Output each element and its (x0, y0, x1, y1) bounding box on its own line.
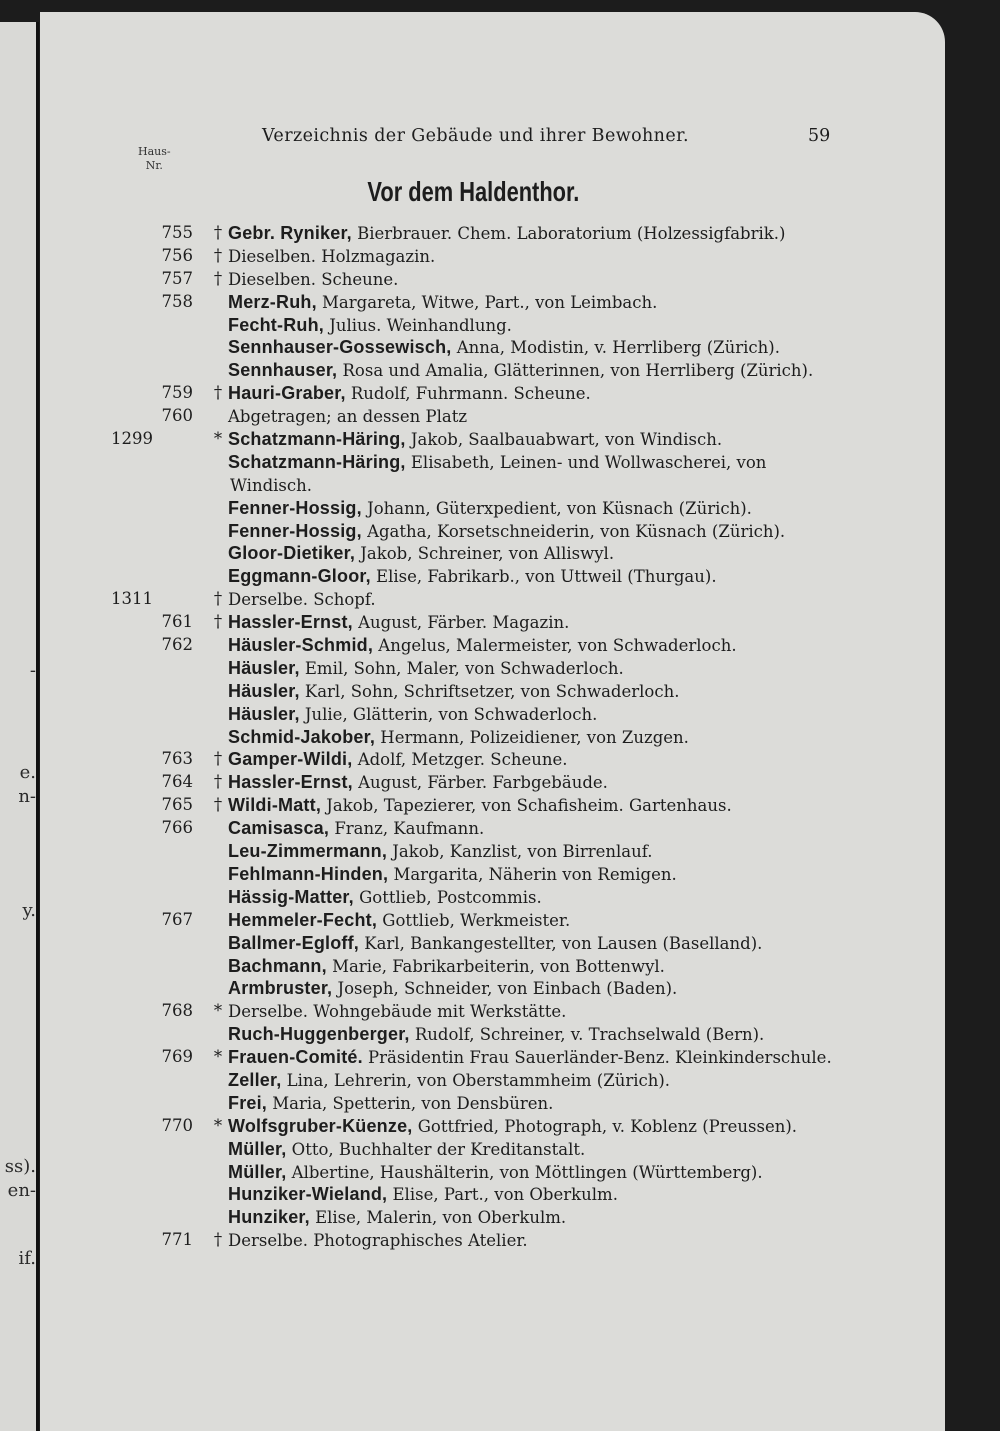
resident-details: Jakob, Saalbauabwart, von Windisch. (405, 430, 723, 450)
house-number: 767 (161, 909, 193, 929)
house-number: 770 (161, 1115, 193, 1135)
list-item (40, 588, 945, 611)
entry-text (228, 748, 567, 772)
resident-name: Schatzmann-Häring, (228, 451, 406, 472)
resident-details: Windisch. (230, 475, 312, 495)
list-item (40, 565, 945, 588)
resident-details: Margarita, Näherin von Remigen. (388, 864, 677, 884)
list-item (40, 268, 945, 291)
entry-marker: † (213, 383, 223, 403)
resident-name: Frauen-Comité. (228, 1047, 363, 1068)
entry-marker: † (213, 749, 223, 769)
resident-details: August, Färber. Farbgebäude. (352, 773, 608, 793)
resident-name: Schatzmann-Häring, (228, 429, 406, 450)
entry-text (228, 680, 679, 704)
list-item (40, 634, 945, 657)
resident-details: Jakob, Tapezierer, von Schafisheim. Gartenhaus. (321, 796, 732, 816)
resident-name: Wolfsgruber-Küenze, (228, 1115, 413, 1136)
resident-name: Ruch-Huggenberger, (228, 1024, 410, 1045)
house-number: 763 (161, 749, 193, 769)
entry-text (228, 932, 762, 956)
resident-details: Abgetragen; an dessen Platz (228, 407, 468, 427)
resident-details: Franz, Kaufmann. (329, 819, 485, 839)
margin-fragment: n- (18, 786, 36, 807)
list-item (40, 1092, 945, 1115)
list-item (40, 840, 945, 863)
list-item (40, 382, 945, 405)
resident-details: Bierbrauer. Chem. Laboratorium (Holzessigfabrik.) (351, 224, 786, 243)
resident-details: Dieselben. Scheune. (228, 269, 399, 289)
list-item (40, 611, 945, 634)
entry-text (228, 245, 435, 269)
entry-text (228, 314, 512, 338)
resident-details: Rudolf, Schreiner, v. Trachselwald (Bern). (409, 1025, 765, 1045)
running-title: Verzeichnis der Gebäude und ihrer Bewohner. (262, 126, 689, 146)
list-item (40, 336, 945, 359)
resident-name: Ballmer-Egloff, (228, 932, 360, 953)
entry-text (228, 1138, 585, 1162)
entry-text (228, 1000, 566, 1024)
resident-name: Gloor-Dietiker, (228, 543, 356, 564)
entry-text (228, 634, 737, 658)
resident-name: Fenner-Hossig, (228, 520, 362, 541)
resident-name: Frei, (228, 1092, 268, 1113)
resident-details: Anna, Modistin, v. Herrliberg (Zürich). (451, 338, 780, 358)
entry-text (228, 1115, 797, 1139)
list-item (40, 1229, 945, 1252)
house-number: 760 (161, 406, 193, 426)
entry-text (228, 657, 624, 681)
list-item (40, 1000, 945, 1023)
margin-fragment: ss). (4, 1156, 36, 1177)
list-item (40, 955, 945, 978)
entry-text (228, 222, 785, 246)
entry-text (228, 909, 570, 933)
entry-marker: † (213, 1230, 223, 1250)
entry-marker: † (213, 223, 223, 242)
entry-text (228, 794, 732, 818)
resident-details: Derselbe. Schopf. (228, 590, 376, 610)
resident-details: Karl, Bankangestellter, von Lausen (Baselland). (359, 933, 763, 953)
hausnr-column-label: Haus- Nr. (138, 145, 171, 172)
resident-details: Johann, Güterxpedient, von Küsnach (Zürich). (361, 498, 752, 518)
resident-name: Hassler-Ernst, (228, 612, 353, 633)
resident-details: August, Färber. Magazin. (352, 613, 570, 633)
entry-text (228, 1161, 763, 1185)
list-item (40, 1069, 945, 1092)
list-item (40, 726, 945, 749)
resident-details: Elise, Fabrikarb., von Uttweil (Thurgau). (370, 567, 717, 587)
resident-name: Müller, (228, 1138, 287, 1159)
list-item (40, 405, 945, 428)
list-item (40, 359, 945, 382)
house-number: 768 (161, 1001, 193, 1021)
house-number: 766 (161, 818, 193, 838)
resident-name: Fecht-Ruh, (228, 314, 324, 335)
resident-details: Julius. Weinhandlung. (324, 315, 512, 335)
list-item (40, 886, 945, 909)
entry-text (228, 611, 569, 635)
house-number: 1311 (111, 589, 153, 609)
resident-details: Angelus, Malermeister, von Schwaderloch. (373, 636, 737, 656)
list-item (40, 222, 945, 245)
list-item (40, 1206, 945, 1229)
entry-marker: * (213, 429, 223, 449)
resident-name: Schmid-Jakober, (228, 726, 376, 747)
entry-text (228, 451, 766, 475)
resident-name: Armbruster, (228, 978, 333, 999)
entry-marker: † (213, 772, 223, 792)
entry-text (228, 886, 542, 910)
resident-name: Hunziker, (228, 1207, 310, 1228)
entry-text (228, 588, 376, 612)
resident-details: Derselbe. Wohngebäude mit Werkstätte. (228, 1002, 567, 1022)
resident-name: Hässig-Matter, (228, 886, 354, 907)
margin-fragment: - (29, 660, 36, 681)
house-number: 761 (161, 612, 193, 632)
entry-text (228, 497, 752, 521)
resident-details: Albertine, Haushälterin, von Möttlingen (Württemberg). (286, 1162, 763, 1182)
house-number: 759 (161, 383, 193, 403)
resident-name: Leu-Zimmermann, (228, 841, 388, 862)
list-item (40, 451, 945, 474)
entry-marker: † (213, 245, 223, 265)
entry-text (228, 703, 597, 727)
entry-text (228, 1023, 764, 1047)
list-item (40, 291, 945, 314)
resident-details: Otto, Buchhalter der Kreditanstalt. (286, 1139, 586, 1159)
entry-marker: † (213, 589, 223, 609)
resident-name: Gamper-Wildi, (228, 749, 353, 770)
list-item (40, 1183, 945, 1206)
list-item (40, 909, 945, 932)
entry-text (230, 474, 312, 498)
house-number: 765 (161, 795, 193, 815)
entry-text (228, 359, 813, 383)
resident-name: Fehlmann-Hinden, (228, 863, 389, 884)
resident-name: Hemmeler-Fecht, (228, 909, 378, 930)
house-number: 757 (161, 268, 193, 288)
list-item (40, 932, 945, 955)
margin-fragment: e. (19, 762, 36, 783)
resident-name: Merz-Ruh, (228, 291, 317, 312)
entry-text (228, 1069, 670, 1093)
resident-name: Sennhauser-Gossewisch, (228, 337, 452, 358)
resident-name: Hauri-Graber, (228, 383, 346, 404)
resident-details: Gottlieb, Werkmeister. (377, 910, 571, 930)
resident-name: Müller, (228, 1161, 287, 1182)
resident-details: Elise, Malerin, von Oberkulm. (309, 1208, 567, 1228)
entry-text (228, 1183, 618, 1207)
list-item (40, 474, 945, 497)
resident-name: Bachmann, (228, 955, 327, 976)
list-item (40, 497, 945, 520)
resident-details: Hermann, Polizeidiener, von Zuzgen. (375, 727, 689, 747)
entry-marker: * (213, 1115, 223, 1135)
resident-name: Sennhauser, (228, 360, 338, 381)
entry-text (228, 977, 677, 1001)
entry-text (228, 863, 677, 887)
resident-details: Gottfried, Photograph, v. Koblenz (Preussen). (412, 1116, 798, 1136)
resident-list (40, 222, 945, 1252)
resident-details: Karl, Sohn, Schriftsetzer, von Schwaderloch. (299, 681, 680, 701)
list-item (40, 1023, 945, 1046)
entry-text (228, 1092, 553, 1116)
list-item (40, 748, 945, 771)
entry-marker: † (213, 612, 223, 632)
list-item (40, 245, 945, 268)
resident-details: Maria, Spetterin, von Densbüren. (267, 1093, 554, 1113)
entry-text (228, 520, 785, 544)
house-number: 758 (161, 291, 193, 311)
resident-name: Häusler-Schmid, (228, 635, 374, 656)
resident-details: Präsidentin Frau Sauerländer-Benz. Kleinkinderschule. (362, 1048, 832, 1068)
resident-details: Margareta, Witwe, Part., von Leimbach. (316, 292, 658, 312)
house-number: 769 (161, 1047, 193, 1067)
resident-details: Elisabeth, Leinen- und Wollwascherei, von (405, 452, 767, 472)
list-item (40, 817, 945, 840)
resident-details: Lina, Lehrerin, von Oberstammheim (Zürich). (281, 1070, 671, 1090)
entry-text (228, 1046, 832, 1070)
resident-details: Joseph, Schneider, von Einbach (Baden). (332, 979, 678, 999)
resident-details: Jakob, Schreiner, von Alliswyl. (355, 544, 615, 564)
resident-name: Häusler, (228, 703, 300, 724)
list-item (40, 1138, 945, 1161)
list-item (40, 977, 945, 1000)
entry-text (228, 1229, 528, 1253)
resident-name: Häusler, (228, 680, 300, 701)
resident-details: Elise, Part., von Oberkulm. (387, 1185, 618, 1205)
entry-marker: † (213, 795, 223, 815)
directory-page (40, 12, 945, 1431)
entry-marker: † (213, 268, 223, 288)
resident-details: Rudolf, Fuhrmann. Scheune. (345, 384, 591, 404)
house-number: 755 (161, 223, 193, 242)
entry-text (228, 336, 780, 360)
entry-text (228, 405, 467, 429)
list-item (40, 794, 945, 817)
resident-details: Marie, Fabrikarbeiterin, von Bottenwyl. (326, 956, 665, 976)
entry-text (228, 726, 689, 750)
entry-text (228, 955, 665, 979)
resident-details: Derselbe. Photographisches Atelier. (228, 1231, 528, 1251)
list-item (40, 542, 945, 565)
entry-text (228, 840, 653, 864)
list-item (40, 314, 945, 337)
entry-text (228, 291, 657, 315)
margin-fragment: en- (7, 1180, 36, 1201)
list-item (40, 1046, 945, 1069)
facing-page-edge (0, 22, 39, 1431)
list-item (40, 520, 945, 543)
entry-text (228, 817, 484, 841)
house-number: 771 (161, 1230, 193, 1250)
house-number: 764 (161, 772, 193, 792)
section-title: Vor dem Haldenthor. (367, 176, 580, 207)
list-item (40, 657, 945, 680)
resident-details: Adolf, Metzger. Scheune. (352, 750, 568, 770)
resident-name: Häusler, (228, 657, 300, 678)
list-item (40, 680, 945, 703)
entry-text (228, 382, 591, 406)
resident-name: Wildi-Matt, (228, 795, 322, 816)
house-number: 1299 (111, 429, 153, 449)
list-item (40, 771, 945, 794)
resident-name: Hunziker-Wieland, (228, 1184, 388, 1205)
resident-name: Camisasca, (228, 818, 330, 839)
entry-text (228, 428, 722, 452)
resident-details: Agatha, Korsetschneiderin, von Küsnach (Zürich). (361, 521, 786, 541)
house-number: 762 (161, 635, 193, 655)
resident-name: Gebr. Ryniker, (228, 223, 352, 243)
entry-marker: * (213, 1001, 223, 1021)
list-item (40, 428, 945, 451)
list-item (40, 703, 945, 726)
entry-marker: * (213, 1047, 223, 1067)
entry-text (228, 1206, 566, 1230)
entry-text (228, 268, 398, 292)
margin-fragment: if. (18, 1248, 36, 1269)
resident-details: Rosa und Amalia, Glätterinnen, von Herrliberg (Zürich). (337, 361, 814, 381)
resident-details: Gottlieb, Postcommis. (353, 887, 542, 907)
resident-name: Hassler-Ernst, (228, 772, 353, 793)
entry-text (228, 771, 608, 795)
resident-name: Eggmann-Gloor, (228, 566, 371, 587)
entry-text (228, 565, 717, 589)
page-number: 59 (808, 126, 831, 146)
list-item (40, 1161, 945, 1184)
margin-fragment: y. (22, 900, 36, 921)
house-number: 756 (161, 245, 193, 265)
resident-name: Zeller, (228, 1069, 282, 1090)
list-item (40, 863, 945, 886)
resident-details: Dieselben. Holzmagazin. (228, 246, 436, 266)
resident-details: Emil, Sohn, Maler, von Schwaderloch. (299, 658, 624, 678)
resident-details: Jakob, Kanzlist, von Birrenlauf. (387, 842, 653, 862)
list-item (40, 1115, 945, 1138)
resident-details: Julie, Glätterin, von Schwaderloch. (299, 704, 598, 724)
resident-name: Fenner-Hossig, (228, 497, 362, 518)
entry-text (228, 542, 614, 566)
